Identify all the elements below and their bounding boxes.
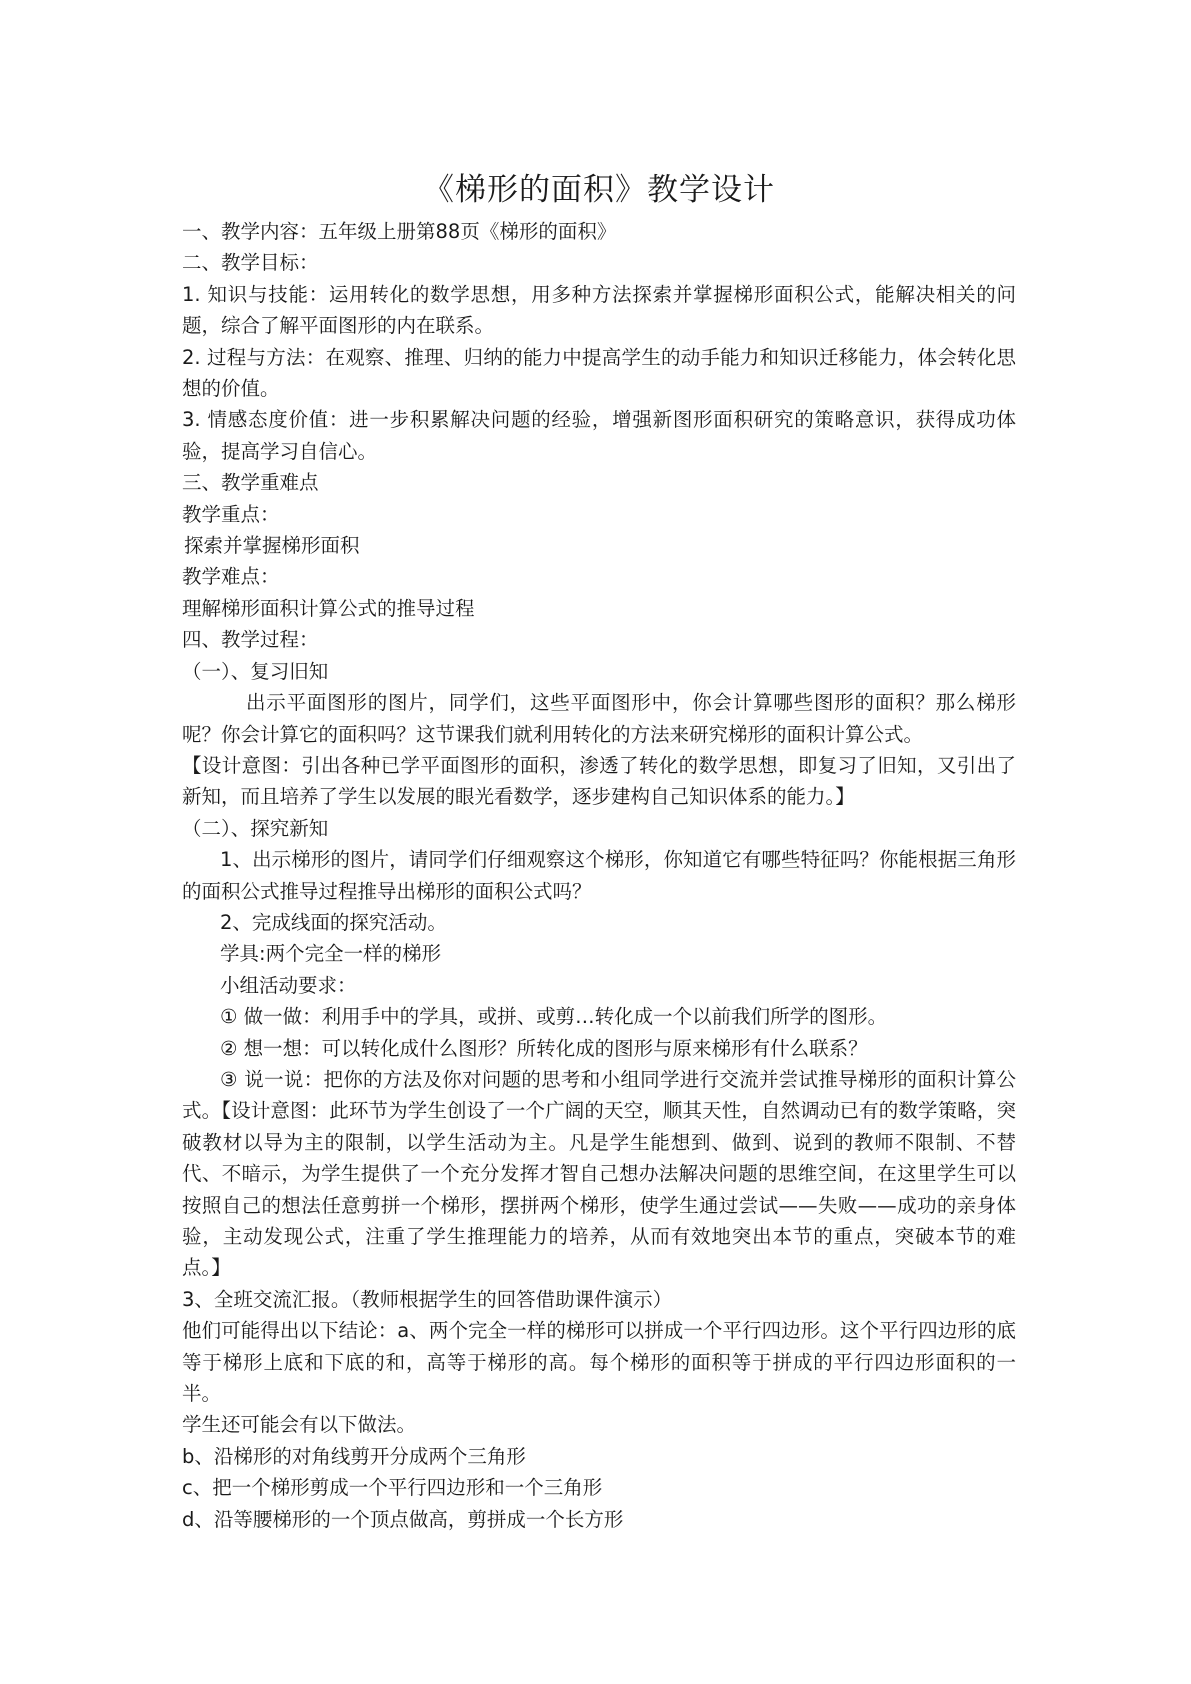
- section-teaching-content: 一、教学内容：五年级上册第88页《梯形的面积》: [182, 220, 617, 243]
- requirement-say: ③ 说一说：把你的方法及你对问题的思考和小组同学进行交流并尝试推导梯形的面积计算公式。【设计意图：此环节为学生创设了一个广阔的天空，顺其天性，自然调动已有的数学策略，突破教材以导为主的限制，以学生活动为主。凡是学生能想到、做到、说到的教师不限制、不替代、不暗示，为学生提供了一个充分发挥才智自己想办法解决问题的思维空间，在这里学生可以按照自己的想法任意剪拼一个梯形，摆拼两个梯形，使学生通过尝试——失败——成功的亲身体验，主动发现公式，注重了学生推理能力的培养，从而有效地突出本节的重点，突破本节的难点。】: [182, 1067, 1016, 1280]
- explore-step-3: 3、全班交流汇报。（教师根据学生的回答借助课件演示）: [182, 1287, 673, 1311]
- subsection-explore-heading: （二）、探究新知: [182, 816, 329, 840]
- document-page: [182, 170, 1016, 1535]
- section-key-difficulties-heading: 三、教学重难点: [182, 471, 319, 495]
- key-points-text: 探索并掌握梯形面积: [184, 534, 360, 558]
- explore-step-1: 1、出示梯形的图片，请同学们仔细观察这个梯形，你知道它有哪些特征吗？你能根据三角形的面积公式推导过程推导出梯形的面积公式吗？: [182, 848, 1016, 903]
- goal-emotion-attitude: 3. 情感态度价值：进一步积累解决问题的经验，增强新图形面积研究的策略意识，获得成功体验，提高学习自信心。: [182, 408, 1016, 463]
- method-c: c、把一个梯形剪成一个平行四边形和一个三角形: [182, 1476, 603, 1500]
- review-design-intent: 【设计意图：引出各种已学平面图形的面积，渗透了转化的数学思想，即复习了旧知，又引出了新知，而且培养了学生以发展的眼光看数学，逐步建构自己知识体系的能力。】: [182, 753, 1016, 809]
- goal-knowledge-skills: 1. 知识与技能：运用转化的数学思想，用多种方法探索并掌握梯形面积公式，能解决相关的问题，综合了解平面图形的内在联系。: [182, 282, 1016, 338]
- subsection-review-heading: （一）、复习旧知: [182, 659, 329, 683]
- review-paragraph: 出示平面图形的图片，同学们，这些平面图形中，你会计算哪些图形的面积？那么梯形呢？你会计算它的面积吗？这节课我们就利用转化的方法来研究梯形的面积计算公式。: [182, 691, 1016, 746]
- section-teaching-goals-heading: 二、教学目标：: [182, 251, 319, 275]
- requirement-think: ② 想一想：可以转化成什么图形？所转化成的图形与原来梯形有什么联系？: [220, 1036, 868, 1060]
- difficulties-label: 教学难点：: [182, 565, 280, 589]
- document-title: 《梯形的面积》教学设计: [423, 172, 775, 208]
- goal-process-methods: 2. 过程与方法：在观察、推理、归纳的能力中提高学生的动手能力和知识迁移能力，体会转化思想的价值。: [182, 345, 1016, 401]
- requirement-do: ① 做一做：利用手中的学具，或拼、或剪…转化成一个以前我们所学的图形。: [220, 1005, 888, 1029]
- section-teaching-process-heading: 四、教学过程：: [182, 628, 319, 652]
- key-points-label: 教学重点：: [182, 502, 280, 526]
- method-b: b、沿梯形的对角线剪开分成两个三角形: [182, 1444, 526, 1468]
- conclusion-a: 他们可能得出以下结论：a、两个完全一样的梯形可以拼成一个平行四边形。这个平行四边形的底等于梯形上底和下底的和，高等于梯形的高。每个梯形的面积等于拼成的平行四边形面积的一半。: [182, 1319, 1016, 1406]
- method-d: d、沿等腰梯形的一个顶点做高，剪拼成一个长方形: [182, 1507, 624, 1531]
- difficulties-text: 理解梯形面积计算公式的推导过程: [182, 596, 475, 620]
- explore-step-2: 2、完成线面的探究活动。: [220, 910, 447, 934]
- learning-tools: 学具:两个完全一样的梯形: [220, 942, 442, 966]
- group-requirements-heading: 小组活动要求：: [220, 973, 357, 997]
- other-methods-intro: 学生还可能会有以下做法。: [182, 1413, 417, 1437]
